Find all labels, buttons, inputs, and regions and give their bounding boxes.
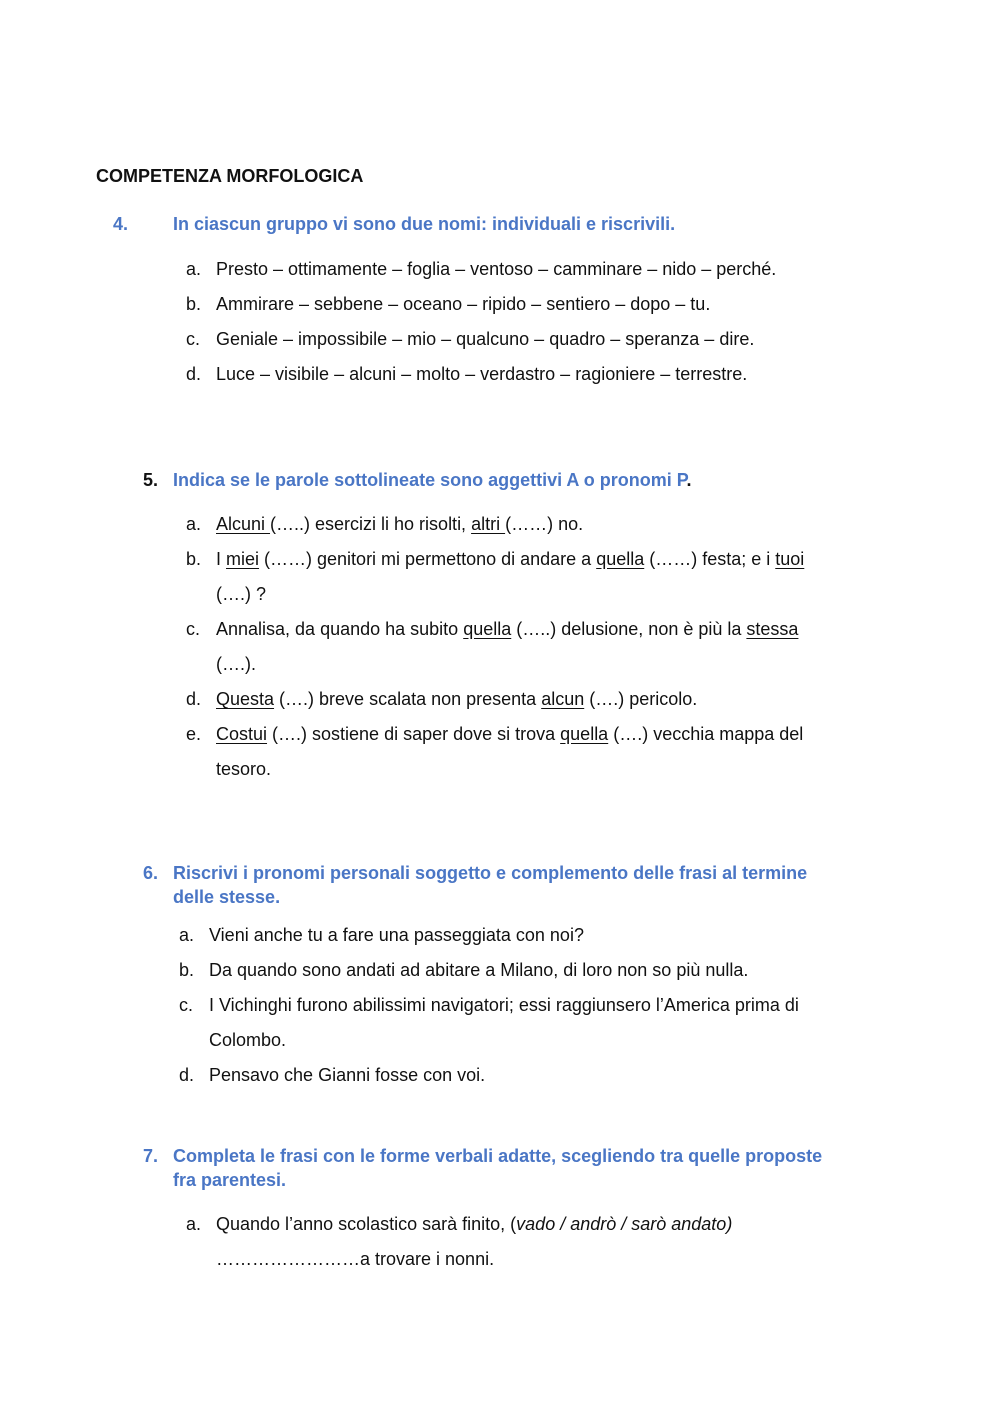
question-5-instruction-text: Indica se le parole sottolineate sono aggettivi A o pronomi P [173,470,687,490]
list-item [186,717,896,787]
question-6-list [179,918,799,1093]
list-item [179,1058,799,1093]
question-4-heading [113,212,873,236]
item-text: Da quando sono andati ad abitare a Milano, di loro non so più nulla. [209,960,749,980]
list-item [179,988,799,1058]
list-item [179,953,799,988]
item-label: d. [186,364,202,384]
question-7-list [186,1207,733,1277]
item-text: Luce – visibile – alcuni – molto – verdastro – ragioniere – terrestre. [216,364,748,384]
question-4-number: 4. [113,214,129,234]
item-text: Geniale – impossibile – mio – qualcuno – quadro – speranza – dire. [216,329,755,349]
question-7-instruction [173,1144,822,1192]
item-text: (….) vecchia mappa del [608,724,804,744]
underlined-word: quella [560,724,609,744]
underlined-word: miei [226,549,260,569]
item-label: d. [179,1065,195,1085]
list-item [186,507,896,542]
item-label: d. [186,689,202,709]
underlined-word: Alcuni [216,514,271,534]
list-item [186,1207,733,1277]
item-label: e. [186,724,202,744]
item-label: c. [179,995,194,1015]
item-label: a. [186,1214,202,1234]
section-title: COMPETENZA MORFOLOGICA [96,166,364,186]
item-text-continuation: (….) ? [216,584,267,604]
item-text: (…..) esercizi li ho risolti, [270,514,472,534]
question-6-number: 6. [143,863,159,883]
underlined-word: altri [471,514,506,534]
question-5-instruction [173,468,691,492]
list-item [186,357,776,392]
item-text: (….) sostiene di saper dove si trova [267,724,561,744]
question-4-list [186,252,777,392]
item-label: b. [179,960,195,980]
item-label: a. [186,259,202,279]
question-5-period: . [686,470,692,490]
question-7-instruction-line-2: fra parentesi. [173,1170,287,1190]
item-text: (……) festa; e i [644,549,776,569]
item-label: a. [186,514,202,534]
underlined-word: Costui [216,724,268,744]
list-item [179,918,799,953]
list-item [186,252,777,287]
item-text: Ammirare – sebbene – oceano – ripido – sentiero – dopo – tu. [216,294,711,314]
item-text: (……) genitori mi permettono di andare a [259,549,597,569]
item-text: (……) no. [505,514,584,534]
item-text-continuation: (….). [216,654,256,674]
question-6-instruction-line-1: Riscrivi i pronomi personali soggetto e complemento delle frasi al termine [173,863,808,883]
list-item [186,612,896,682]
question-6-instruction [173,861,807,909]
item-text: I [216,549,227,569]
item-label: b. [186,549,202,569]
item-text-continuation: tesoro. [216,759,272,779]
question-7-heading [143,1144,943,1192]
item-text-continuation: Colombo. [209,1030,287,1050]
item-text: Quando l’anno scolastico sarà finito, ( [216,1214,517,1234]
underlined-word: tuoi [775,549,805,569]
item-label: a. [179,925,195,945]
item-text: Vieni anche tu a fare una passeggiata con noi? [209,925,584,945]
underlined-word: quella [596,549,645,569]
verb-options: vado / andrò / sarò andato) [516,1214,733,1234]
item-label: c. [186,329,201,349]
question-6-instruction-line-2: delle stesse. [173,887,281,907]
item-text-continuation: ……………………a trovare i nonni. [216,1249,495,1269]
underlined-word: Questa [216,689,275,709]
item-label: c. [186,619,201,639]
question-5-number: 5. [143,470,159,490]
item-text: (….) breve scalata non presenta [274,689,542,709]
list-item [186,682,896,717]
question-5-heading [143,468,903,492]
question-7-number: 7. [143,1146,159,1166]
underlined-word: stessa [746,619,799,639]
question-4-instruction: In ciascun gruppo vi sono due nomi: individuali e riscrivili. [173,214,676,234]
underlined-word: alcun [541,689,585,709]
item-text: (…..) delusione, non è più la [511,619,747,639]
underlined-word: quella [463,619,512,639]
list-item [186,542,896,612]
question-7-instruction-line-1: Completa le frasi con le forme verbali adatte, scegliendo tra quelle proposte [173,1146,823,1166]
question-6-heading [143,861,923,909]
item-text: Presto – ottimamente – foglia – ventoso – camminare – nido – perché. [216,259,777,279]
item-label: b. [186,294,202,314]
list-item [186,322,776,357]
item-text: (….) pericolo. [584,689,698,709]
question-5-list [186,507,896,787]
item-text: I Vichinghi furono abilissimi navigatori; essi raggiunsero l’America prima di [209,995,799,1015]
item-text: Pensavo che Gianni fosse con voi. [209,1065,486,1085]
item-text: Annalisa, da quando ha subito [216,619,464,639]
list-item [186,287,776,322]
